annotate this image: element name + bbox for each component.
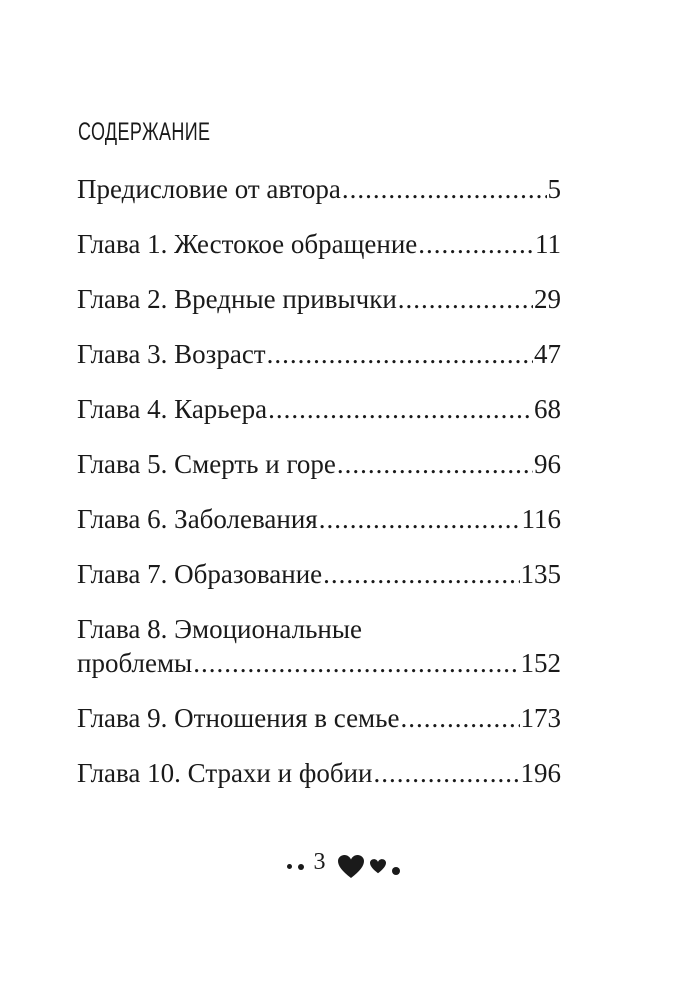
- toc-entry-title: Глава 7. Образование: [77, 559, 323, 589]
- toc-entry-title: Глава 9. Отношения в семье: [77, 703, 400, 733]
- dot-leader: [267, 337, 533, 371]
- dot-leader: [337, 447, 533, 481]
- dot-leader: [342, 172, 547, 206]
- toc-entry-page: 152: [520, 648, 561, 678]
- toc-entry-page: 68: [534, 394, 561, 424]
- toc-entry-page: 11: [535, 229, 561, 259]
- dot-leader: [193, 646, 519, 680]
- toc-entry-page: 135: [520, 559, 561, 589]
- toc-entry-page: 96: [534, 449, 561, 479]
- page-footer: [0, 849, 686, 880]
- toc-entry-chapter-7[interactable]: [77, 557, 561, 612]
- toc-entry-chapter-9[interactable]: [77, 701, 561, 756]
- toc-entry-title: Глава 1. Жестокое обращение: [77, 229, 418, 259]
- toc-entry-title: Глава 2. Вредные привычки: [77, 284, 397, 314]
- toc-entry-chapter-10[interactable]: [77, 756, 561, 811]
- dot-leader: [323, 557, 519, 591]
- page-title: СОДЕРЖАНИЕ: [78, 118, 211, 146]
- toc-entry-page: 173: [520, 703, 561, 733]
- toc-entry-title: Глава 4. Карьера: [77, 394, 268, 424]
- toc-entry-page: 116: [521, 504, 561, 534]
- toc-entry-title: Глава 5. Смерть и горе: [77, 449, 336, 479]
- toc-entry-chapter-3[interactable]: [77, 337, 561, 392]
- toc-entry-title-line2: проблемы: [77, 648, 193, 678]
- dot-leader: [418, 227, 534, 261]
- toc-entry-chapter-5[interactable]: [77, 447, 561, 502]
- heart-icon: [338, 855, 364, 879]
- toc-entry-chapter-6[interactable]: [77, 502, 561, 557]
- dot-icon: [298, 864, 304, 870]
- toc-entry-page: 5: [547, 174, 561, 204]
- dot-leader: [268, 392, 533, 426]
- dot-leader: [400, 701, 519, 735]
- toc-entry-title: Глава 3. Возраст: [77, 339, 266, 369]
- dot-icon: [287, 864, 292, 869]
- dot-leader: [398, 282, 533, 316]
- toc-entry-title: Предисловие от автора: [77, 174, 341, 204]
- toc-entry-title: Глава 10. Страхи и фобии: [77, 758, 373, 788]
- toc-entry-preface[interactable]: [77, 172, 561, 227]
- toc-entry-chapter-1[interactable]: [77, 227, 561, 282]
- toc-entry-chapter-2[interactable]: [77, 282, 561, 337]
- dot-icon: [392, 867, 400, 875]
- toc-entry-page: 196: [520, 758, 561, 788]
- toc-entry-chapter-4[interactable]: [77, 392, 561, 447]
- heart-icon: [370, 859, 386, 874]
- dot-leader: [319, 502, 521, 536]
- toc-entry-page: 47: [534, 339, 561, 369]
- toc-entry-chapter-8[interactable]: [77, 612, 561, 701]
- toc-entry-page: 29: [534, 284, 561, 314]
- dot-leader: [373, 756, 519, 790]
- toc-entry-title: Глава 6. Заболевания: [77, 504, 318, 534]
- page-number: 3: [313, 849, 326, 875]
- table-of-contents: [77, 172, 561, 811]
- toc-entry-title-line1: Глава 8. Эмоциональные: [77, 614, 363, 644]
